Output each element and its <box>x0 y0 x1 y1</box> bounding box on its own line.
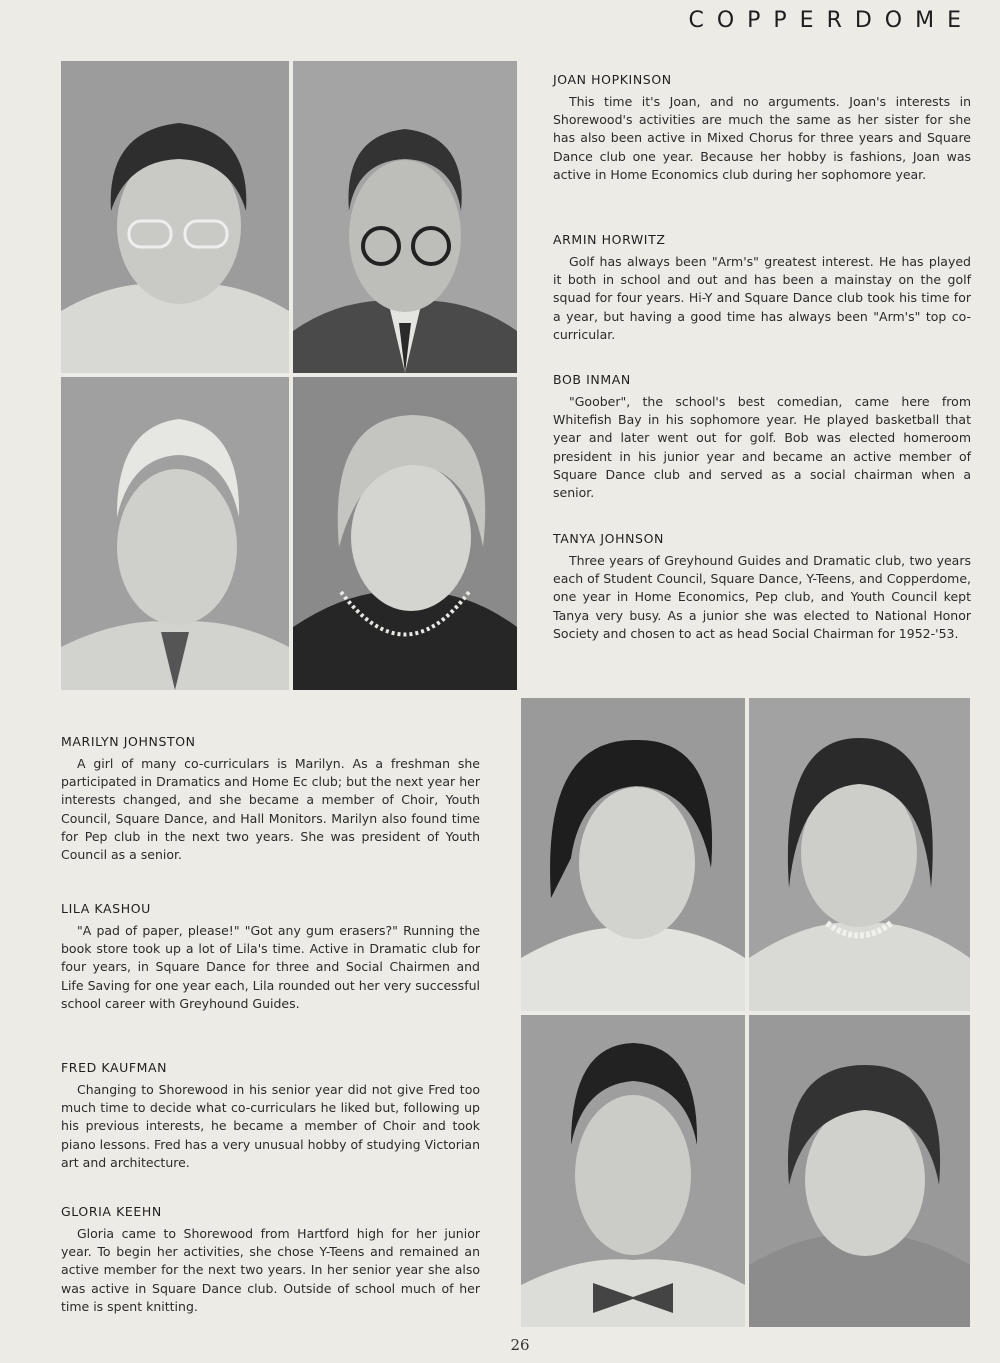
bio-text: Gloria came to Shorewood from Hartford high for her junior year. To begin her activities, she chose Y-Teens and remained an active member for the next two years. In her senior year she also was active in Square Dance club. Outside of school much of her time is spent knitting. <box>61 1226 480 1314</box>
portrait-figure <box>749 698 970 1011</box>
portrait-figure <box>61 377 289 690</box>
bio-text: Three years of Greyhound Guides and Dramatic club, two years each of Student Council, Square Dance, Y-Teens, and Copperdome, one year in Home Economics, Pep club, and Youth Council kept Tanya very busy. As a junior she was elected to National Honor Society and chosen to act as head Social Chairman for 1952-'53. <box>553 553 971 641</box>
bio-text: Changing to Shorewood in his senior year did not give Fred too much time to decide what co-curriculars he liked but, following up his previous interests, he became a member of Choir and took piano lessons. Fred has a very unusual hobby of studying Victorian art and architecture. <box>61 1082 480 1170</box>
portrait-photo-armin-horwitz <box>293 61 517 373</box>
bio-name: TANYA JOHNSON <box>553 531 664 546</box>
portrait-photo-bob-inman <box>61 377 289 690</box>
portrait-figure <box>749 1015 970 1327</box>
bio-text: This time it's Joan, and no arguments. Joan's interests in Shorewood's activities are much the same as her sister for she has also been active in Mixed Chorus for three years and Square Dance club one year. Because her hobby is fashions, Joan was active in Home Economics club during her sophomore year. <box>553 94 971 182</box>
bio-joan-hopkinson <box>553 72 971 184</box>
bio-name: GLORIA KEEHN <box>61 1204 162 1219</box>
bio-gloria-keehn <box>61 1204 480 1316</box>
bio-name: JOAN HOPKINSON <box>553 72 672 87</box>
publication-title: COPPERDOME <box>688 8 974 33</box>
portrait-photo-tanya-johnson <box>293 377 517 690</box>
bio-text: Golf has always been "Arm's" greatest interest. He has played it both in school and out and has been a mainstay on the golf squad for four years. Hi-Y and Square Dance club took his time for a year, but having a good time has always been "Arm's" top co-curricular. <box>553 254 971 342</box>
bio-text: "A pad of paper, please!" "Got any gum erasers?" Running the book store took up a lot of Lila's time. Active in Dramatic club for four years, in Square Dance for three and Social Chairmen and Life Saving for one year each, Lila rounded out her very successful school career with Greyhound Guides. <box>61 923 480 1011</box>
bio-text: "Goober", the school's best comedian, came here from Whitefish Bay in his sophomore year. He played basketball that year and later went out for golf. Bob was elected homeroom president in his junior year and became an active member of Square Dance club and served as a social chairman when a senior. <box>553 394 971 501</box>
portrait-photo-joan-hopkinson <box>61 61 289 373</box>
portrait-photo-marilyn-johnston <box>521 698 745 1011</box>
bio-fred-kaufman <box>61 1060 480 1172</box>
bio-armin-horwitz <box>553 232 971 344</box>
page-number: 26 <box>510 1336 530 1354</box>
portrait-figure <box>293 61 517 373</box>
bio-name: MARILYN JOHNSTON <box>61 734 196 749</box>
bio-lila-kashou <box>61 901 480 1013</box>
portrait-photo-gloria-keehn <box>749 1015 970 1327</box>
portrait-figure <box>61 61 289 373</box>
bio-name: ARMIN HORWITZ <box>553 232 666 247</box>
bio-bob-inman <box>553 372 971 502</box>
portrait-figure <box>293 377 517 690</box>
portrait-photo-fred-kaufman <box>521 1015 745 1327</box>
bio-marilyn-johnston <box>61 734 480 864</box>
portrait-figure <box>521 698 745 1011</box>
bio-text: A girl of many co-curriculars is Marilyn. As a freshman she participated in Dramatics and Home Ec club; but the next year her interests changed, and she became a member of Choir, Youth Council, Square Dance, and Hall Monitors. Marilyn also found time for Pep club in the next two years. She was president of Youth Council as a senior. <box>61 756 480 863</box>
portrait-photo-lila-kashou <box>749 698 970 1011</box>
bio-name: FRED KAUFMAN <box>61 1060 168 1075</box>
bio-name: BOB INMAN <box>553 372 631 387</box>
bio-name: LILA KASHOU <box>61 901 151 916</box>
bio-tanya-johnson <box>553 531 971 643</box>
portrait-figure <box>521 1015 745 1327</box>
